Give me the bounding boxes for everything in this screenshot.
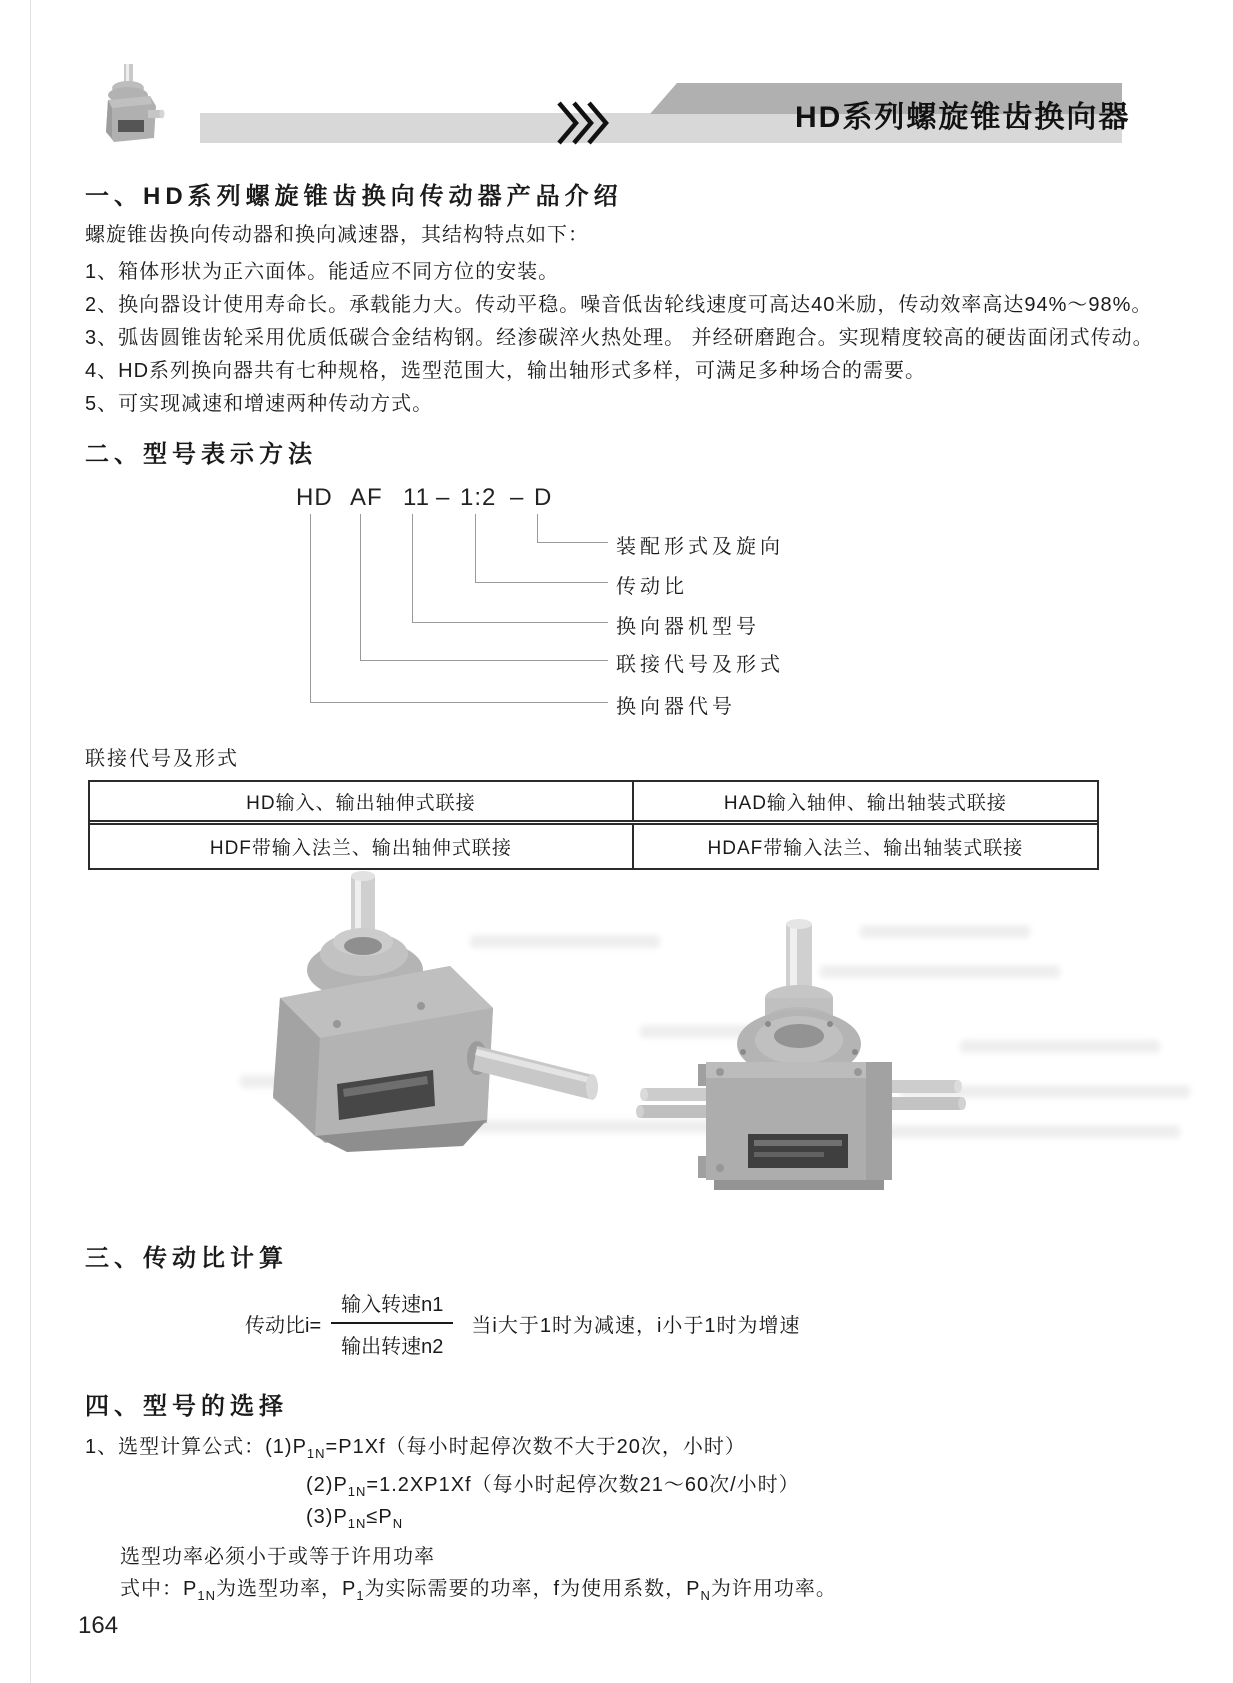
formula-text: 为实际需要的功率，f为使用系数，P — [364, 1578, 701, 1600]
callout-label: 换向器机型号 — [616, 616, 760, 638]
fraction-denominator: 输出转速n2 — [341, 1336, 444, 1358]
callout-line — [360, 514, 361, 660]
model-code-part: HD — [296, 484, 333, 511]
callout-label: 装配形式及旋向 — [616, 536, 784, 558]
callout-line — [310, 514, 311, 702]
table-cell: HD输入、输出轴伸式联接 — [90, 782, 634, 820]
section3-heading: 三、传动比计算 — [85, 1245, 288, 1272]
formula-text: (1)P — [265, 1436, 307, 1458]
selection-intro: 1、选型计算公式： — [85, 1436, 266, 1458]
formula-subscript: 1N — [347, 1484, 367, 1499]
ratio-formula — [245, 1288, 801, 1359]
feature-item: 4、HD系列换向器共有七种规格，选型范围大，输出轴形式多样，可满足多种场合的需要。 — [85, 360, 927, 382]
model-code-part: 11 — [403, 484, 430, 511]
table-cell: HDF带输入法兰、输出轴伸式联接 — [90, 825, 634, 868]
section2-heading: 二、型号表示方法 — [85, 441, 317, 468]
formula-text: (3)P — [306, 1506, 348, 1528]
feature-item: 5、可实现减速和增速两种传动方式。 — [85, 393, 434, 415]
callout-line — [310, 702, 608, 703]
model-code-part: – — [510, 484, 525, 511]
model-code-part: – — [436, 484, 451, 511]
formula-subscript: 1N — [347, 1516, 367, 1531]
formula-subscript: 1N — [306, 1446, 326, 1461]
section1-heading: 一、HD系列螺旋锥齿换向传动器产品介绍 — [85, 183, 623, 210]
feature-item: 2、换向器设计使用寿命长。承载能力大。传动平稳。噪音低齿轮线速度可高达40米励，传动效率高达94%～98%。 — [85, 294, 1153, 316]
scan-edge-line — [30, 0, 31, 1683]
model-code-part: D — [534, 484, 553, 511]
selection-formula-2 — [306, 1468, 800, 1497]
formula-note: 当i大于1时为减速，i小于1时为增速 — [471, 1315, 801, 1337]
selection-formula-1 — [85, 1430, 746, 1459]
formula-text: (2)P — [306, 1474, 348, 1496]
formula-lhs: 传动比i= — [245, 1315, 322, 1337]
formula-fraction — [331, 1288, 453, 1359]
formula-subscript: 1 — [356, 1588, 365, 1603]
formula-text: 为选型功率，P — [215, 1578, 357, 1600]
formula-text: =1.2XP1Xf（每小时起停次数21～60次/小时） — [366, 1474, 800, 1496]
formula-text: ≤P — [366, 1506, 393, 1528]
gearbox-thumbnail-photo — [100, 62, 166, 148]
callout-line — [537, 542, 608, 543]
formula-subscript: N — [392, 1516, 404, 1531]
callout-line — [412, 622, 608, 623]
page-number: 164 — [78, 1612, 119, 1639]
feature-item: 1、箱体形状为正六面体。能适应不同方位的安装。 — [85, 261, 560, 283]
feature-item: 3、弧齿圆锥齿轮采用优质低碳合金结构钢。经渗碳淬火热处理。 并经研磨跑合。实现精度较高的硬齿面闭式传动。 — [85, 327, 1154, 349]
callout-line — [475, 582, 608, 583]
fraction-numerator: 输入转速n1 — [331, 1288, 453, 1324]
selection-note-2 — [120, 1572, 837, 1601]
table-row — [90, 782, 1097, 825]
model-code-part: AF — [350, 484, 383, 511]
connection-table-title: 联接代号及形式 — [85, 748, 239, 770]
callout-line — [537, 514, 538, 542]
callout-label: 联接代号及形式 — [616, 654, 784, 676]
formula-text: =P1Xf（每小时起停次数不大于20次，小时） — [325, 1436, 746, 1458]
gearbox-photo-left — [225, 848, 625, 1158]
table-cell: HAD输入轴伸、输出轴装式联接 — [723, 792, 1007, 814]
model-code-part: 1:2 — [460, 484, 497, 511]
formula-text: 为许用功率。 — [710, 1578, 837, 1600]
callout-label: 换向器代号 — [616, 696, 736, 718]
selection-note-1: 选型功率必须小于或等于许用功率 — [120, 1546, 435, 1568]
callout-line — [475, 514, 476, 582]
callout-label: 传动比 — [616, 576, 688, 598]
formula-subscript: N — [700, 1588, 711, 1603]
section1-intro: 螺旋锥齿换向传动器和换向减速器，其结构特点如下： — [85, 224, 589, 246]
print-bleedthrough — [960, 1040, 1160, 1053]
page-title: HD系列螺旋锥齿换向器 — [795, 101, 1131, 134]
formula-subscript: 1N — [197, 1588, 216, 1603]
selection-formula-3 — [306, 1506, 403, 1529]
callout-line — [360, 660, 608, 661]
formula-text: 式中：P — [120, 1578, 198, 1600]
section4-heading: 四、型号的选择 — [85, 1393, 288, 1420]
table-cell: HDAF带输入法兰、输出轴装式联接 — [707, 838, 1024, 859]
model-designation-diagram — [260, 470, 860, 745]
gearbox-photo-right — [628, 912, 973, 1192]
callout-line — [412, 514, 413, 622]
triple-right-chevrons-icon — [556, 100, 612, 146]
